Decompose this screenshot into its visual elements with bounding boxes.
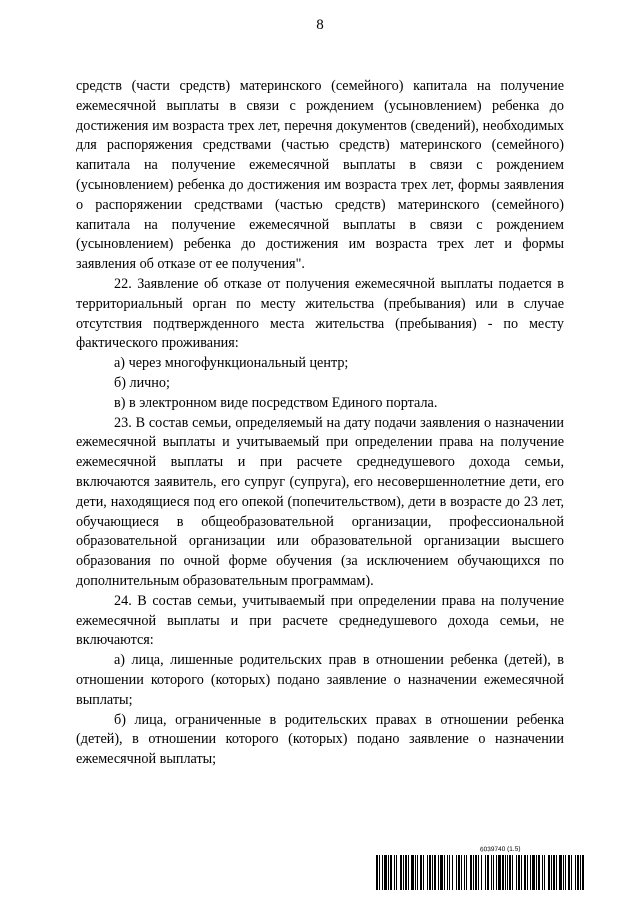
document-body — [76, 77, 564, 770]
paragraph-22: 22. Заявление об отказе от получения ежемесячной выплаты подается в территориальный орган по месту жительства (пребывания) или в случае отсутствия подтвержденного места жительства (пребывания) - по месту фактического проживания: — [76, 275, 564, 352]
barcode-block — [376, 846, 586, 890]
list-item-a-deprived: а) лица, лишенные родительских прав в отношении ребенка (детей), в отношении которого (которых) подано заявление о назначении ежемесячной выплаты; — [76, 652, 564, 708]
page-number: 8 — [316, 17, 324, 33]
paragraph-continuation: средств (части средств) материнского (семейного) капитала на получение ежемесячной выплаты в связи с рождением (усыновлением) ребенка до достижения им возраста трех лет, перечня документов (сведений), необходимых для распоряжения средствами (частью средств) материнского (семейного) капитала на получение ежемесячной выплаты в связи с рождением (усыновлением) ребенка до достижения им возраста трех лет, формы заявления о распоряжении средствами (частью средств) материнского (семейного) капитала на получение ежемесячной выплаты в связи с рождением (усыновлением) ребенка до достижения им возраста трех лет и формы заявления об отказе от ее получения". — [76, 78, 564, 273]
barcode-image — [376, 855, 586, 890]
paragraph-23: 23. В состав семьи, определяемый на дату подачи заявления о назначении ежемесячной выплаты и учитываемый при определении права на получение ежемесячной выплаты и при расчете среднедушевого дохода семьи, включаются заявитель, его супруг (супруга), его несовершеннолетние дети, его дети, находящиеся под его опекой (попечительством), дети в возрасте до 23 лет, обучающиеся в общеобразовательной организации, профессиональной образовательной организации или образовательной организации высшего образования по очной форме обучения (за исключением обучающихся по дополнительным образовательным программам). — [76, 414, 564, 589]
document-code: 6039740 (1.5) — [479, 845, 521, 854]
barcode-space — [584, 855, 586, 890]
list-item-a-mfc: а) через многофункциональный центр; — [114, 355, 349, 372]
paragraph-24: 24. В состав семьи, учитываемый при определении права на получение ежемесячной выплаты и при расчете среднедушевого дохода семьи, не включаются: — [76, 592, 564, 649]
list-item-v-portal: в) в электронном виде посредством Единого портала. — [114, 394, 438, 411]
list-item-b-restricted: б) лица, ограниченные в родительских правах в отношении ребенка (детей), в отношении которого (которых) подано заявление о назначении ежемесячной выплаты; — [76, 711, 564, 768]
list-item-b-in-person: б) лично; — [114, 374, 170, 391]
